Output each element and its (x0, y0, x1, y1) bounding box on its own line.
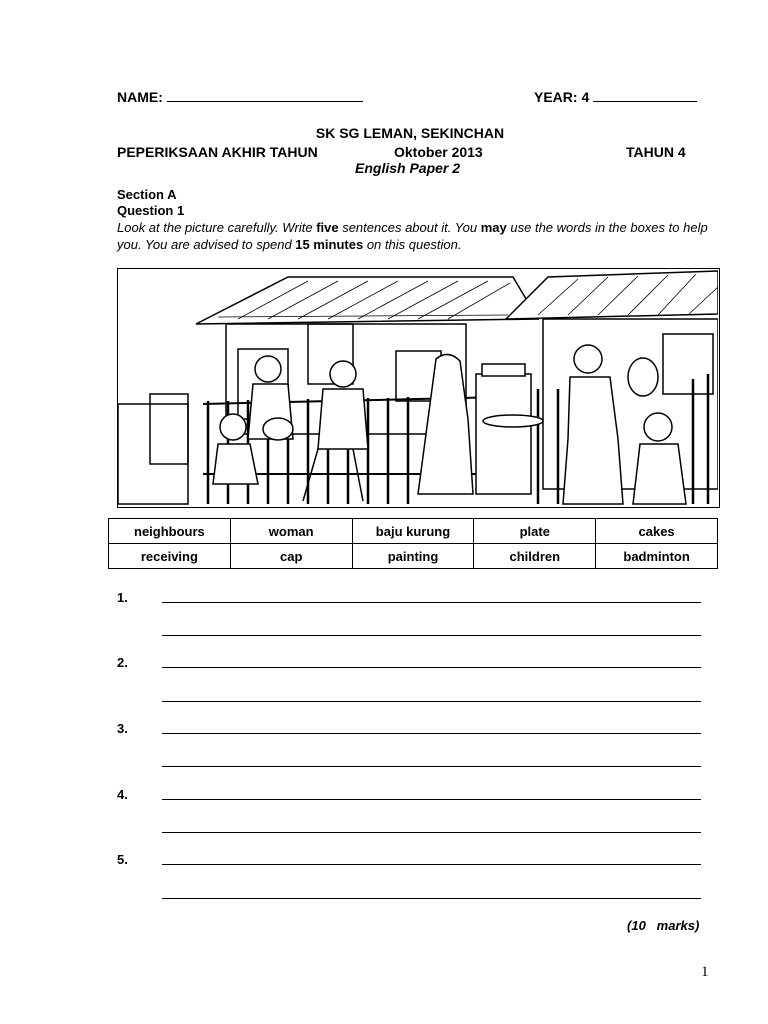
marks-word: marks) (656, 918, 700, 933)
year-row (534, 89, 697, 105)
answer-line-1b[interactable] (162, 635, 701, 636)
word-cell: woman (230, 519, 352, 544)
instr-part: Look at the picture carefully. Write (117, 220, 317, 235)
name-row (117, 89, 363, 105)
answer-number-2: 2. (117, 655, 128, 670)
instr-part: use the words in the boxes to help you. You are advised to spend (117, 220, 708, 252)
word-cell: children (474, 544, 596, 569)
answer-line-2b[interactable] (162, 701, 701, 702)
answer-number-4: 4. (117, 787, 128, 802)
instr-part: sentences about it. You (338, 220, 481, 235)
school-name: SK SG LEMAN, SEKINCHAN (315, 125, 505, 141)
answer-line-3b[interactable] (162, 766, 701, 767)
answer-line-4a[interactable] (162, 799, 701, 800)
paper-title: English Paper 2 (355, 160, 461, 176)
instr-bold-five: five (316, 220, 339, 235)
answer-number-3: 3. (117, 721, 128, 736)
instr-bold-minutes: 15 minutes (295, 237, 364, 252)
word-cell: neighbours (109, 519, 231, 544)
neighbours-illustration (118, 269, 718, 506)
instr-bold-may: may (480, 220, 507, 235)
answer-line-5b[interactable] (162, 898, 701, 899)
section-title: Section A (117, 187, 177, 202)
exam-title: PEPERIKSAAN AKHIR TAHUN (117, 144, 318, 160)
name-blank[interactable] (167, 101, 363, 102)
word-box (108, 518, 718, 569)
answer-line-1a[interactable] (162, 602, 701, 603)
instructions (117, 219, 717, 253)
answer-line-2a[interactable] (162, 667, 701, 668)
answer-line-3a[interactable] (162, 733, 701, 734)
answer-line-5a[interactable] (162, 864, 701, 865)
question-title: Question 1 (117, 203, 185, 218)
word-cell: badminton (596, 544, 718, 569)
word-cell: cakes (596, 519, 718, 544)
illustration-frame (117, 268, 720, 508)
marks-paren: ( (627, 918, 632, 933)
name-label: NAME: (117, 89, 163, 105)
exam-date: Oktober 2013 (394, 144, 483, 160)
marks-value: 10 (631, 918, 646, 933)
instr-part: on this question. (363, 237, 462, 252)
word-cell: baju kurung (352, 519, 474, 544)
exam-level: TAHUN 4 (626, 144, 686, 160)
word-row (109, 544, 718, 569)
word-cell: plate (474, 519, 596, 544)
word-cell: cap (230, 544, 352, 569)
word-cell: painting (352, 544, 474, 569)
answer-number-5: 5. (117, 852, 128, 867)
marks (627, 918, 699, 933)
answer-number-1: 1. (117, 590, 128, 605)
year-label: YEAR: 4 (534, 89, 590, 105)
word-cell: receiving (109, 544, 231, 569)
year-blank[interactable] (593, 101, 697, 102)
word-row (109, 519, 718, 544)
answer-line-4b[interactable] (162, 832, 701, 833)
page-number: 1 (701, 964, 709, 980)
